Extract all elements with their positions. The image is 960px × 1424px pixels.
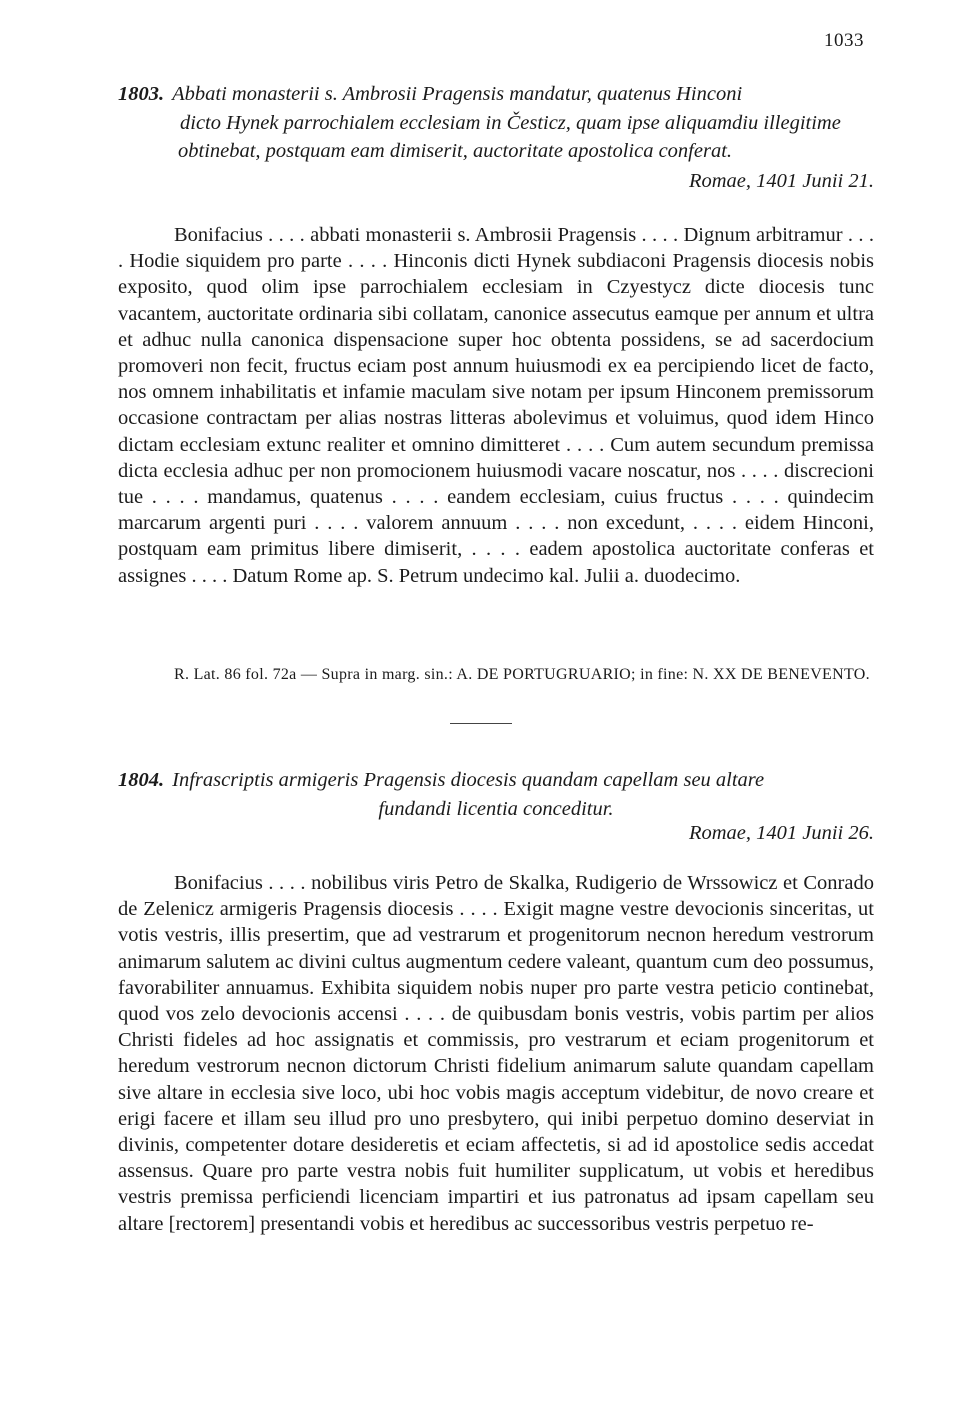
source-reference: R. Lat. 86 fol. 72a — Supra in marg. sin.: A. DE PORTUGRUARIO; in fine: N. XX DE BENEVENTO. xyxy=(174,666,870,683)
heading-line: dicto Hynek parrochialem ecclesiam in Česticz, quam ipse aliquamdiu illegitime xyxy=(180,111,841,134)
dateline: Romae, 1401 Junii 26. xyxy=(688,822,874,844)
dateline: Romae, 1401 Junii 21. xyxy=(688,170,874,192)
heading-line: Abbati monasterii s. Ambrosii Pragensis mandatur, quatenus Hinconi xyxy=(172,83,743,105)
entry-1803-heading xyxy=(118,80,874,166)
entry-heading xyxy=(118,80,874,166)
entry-number: 1803. xyxy=(118,83,165,105)
entry-1804-heading xyxy=(118,766,874,823)
entry-body: Bonifacius . . . . abbati monasterii s. Ambrosii Pragensis . . . . Dignum arbitramur . . . . Hodie siquidem pro parte . . . . Hinconis dicti Hynek subdiaconi Pragensis diocesis nobis exposito, quod olim ipse parrochialem ecclesiam in Czyestycz dicte diocesis tunc vacantem, auctoritate ordinaria sibi collatam, canonice assecutus eamque per annum et ultra et adhuc nulla canonica dispensacione super hoc obtenta possidens, se ad sacerdocium promoveri non fecit, fructus eciam post annum huiusmodi ex ea percipiendo licet de facto, nos omnem inhabilitatis et infamie maculam sive notam per ipsum Hinconem premissorum occasione contractam per alias nostras litteras abolevimus et voluimus, quod idem Hinco dictam ecclesiam extunc realiter et omnino dimitteret . . . . Cum autem secundum premissa dicta ecclesia adhuc per non promocionem huiusmodi vacare noscatur, nos . . . . discrecioni tue . . . . mandamus, quatenus . . . . eandem ecclesiam, cuius fructus . . . . quindecim marcarum argenti puri . . . . valorem annuum . . . . non excedunt, . . . . eidem Hinconi, postquam eam primitus libere dimiserit, . . . . eadem apostolica auctoritate conferas et assignes . . . . Datum Rome ap. S. Petrum undecimo kal. Julii a. duodecimo. xyxy=(118,224,874,587)
entry-number: 1804. xyxy=(118,769,165,791)
heading-line: Infrascriptis armigeris Pragensis diocesis quandam capellam seu altare xyxy=(172,769,765,791)
page-number: 1033 xyxy=(824,30,864,51)
section-divider xyxy=(450,723,512,724)
entry-heading xyxy=(118,766,874,823)
heading-line: fundandi licentia conceditur. xyxy=(378,797,614,820)
entry-body: Bonifacius . . . . nobilibus viris Petro de Skalka, Rudigerio de Wrssowicz et Conrado de Zelenicz armigeris Pragensis diocesis . . . . Exigit magne vestre devocionis sinceritas, ut votis vestris, illis presertim, que ad vestrarum et progenitorum necnon heredum vestrorum animarum salutem ac divini cultus augmentum cedere valeant, quantum cum deo possumus, favorabiliter annuamus. Exhibita siquidem nobis nuper pro parte vestra peticio continebat, quod vos zelo devocionis accensi . . . . de quibusdam bonis vestris, vobis partim per alios Christi fideles ad hoc assignatis et commissis, pro vestrarum et eciam progenitorum et heredum vestrorum necnon dictorum Christi fidelium animarum salute quandam capellam sive altare in ecclesia sive loco, ubi hoc vobis magis acceptum videbitur, de novo creare et erigi facere et illam seu illud pro uno presbytero, qui inibi perpetuo domino deserviat in divinis, competenter dotare desideretis et eciam affectetis, si ad id apostolice sedis accedat assensus. Quare pro parte vestra nobis fuit humiliter supplicatum, ut vobis et heredibus vestris premissa perficiendi licenciam impartiri et ius patronatus ad ipsam capellam seu altare [rectorem] presentandi vobis et heredibus ac successoribus vestris perpetuo re- xyxy=(118,872,874,1235)
heading-line: obtinebat, postquam eam dimiserit, auctoritate apostolica conferat. xyxy=(178,140,733,162)
